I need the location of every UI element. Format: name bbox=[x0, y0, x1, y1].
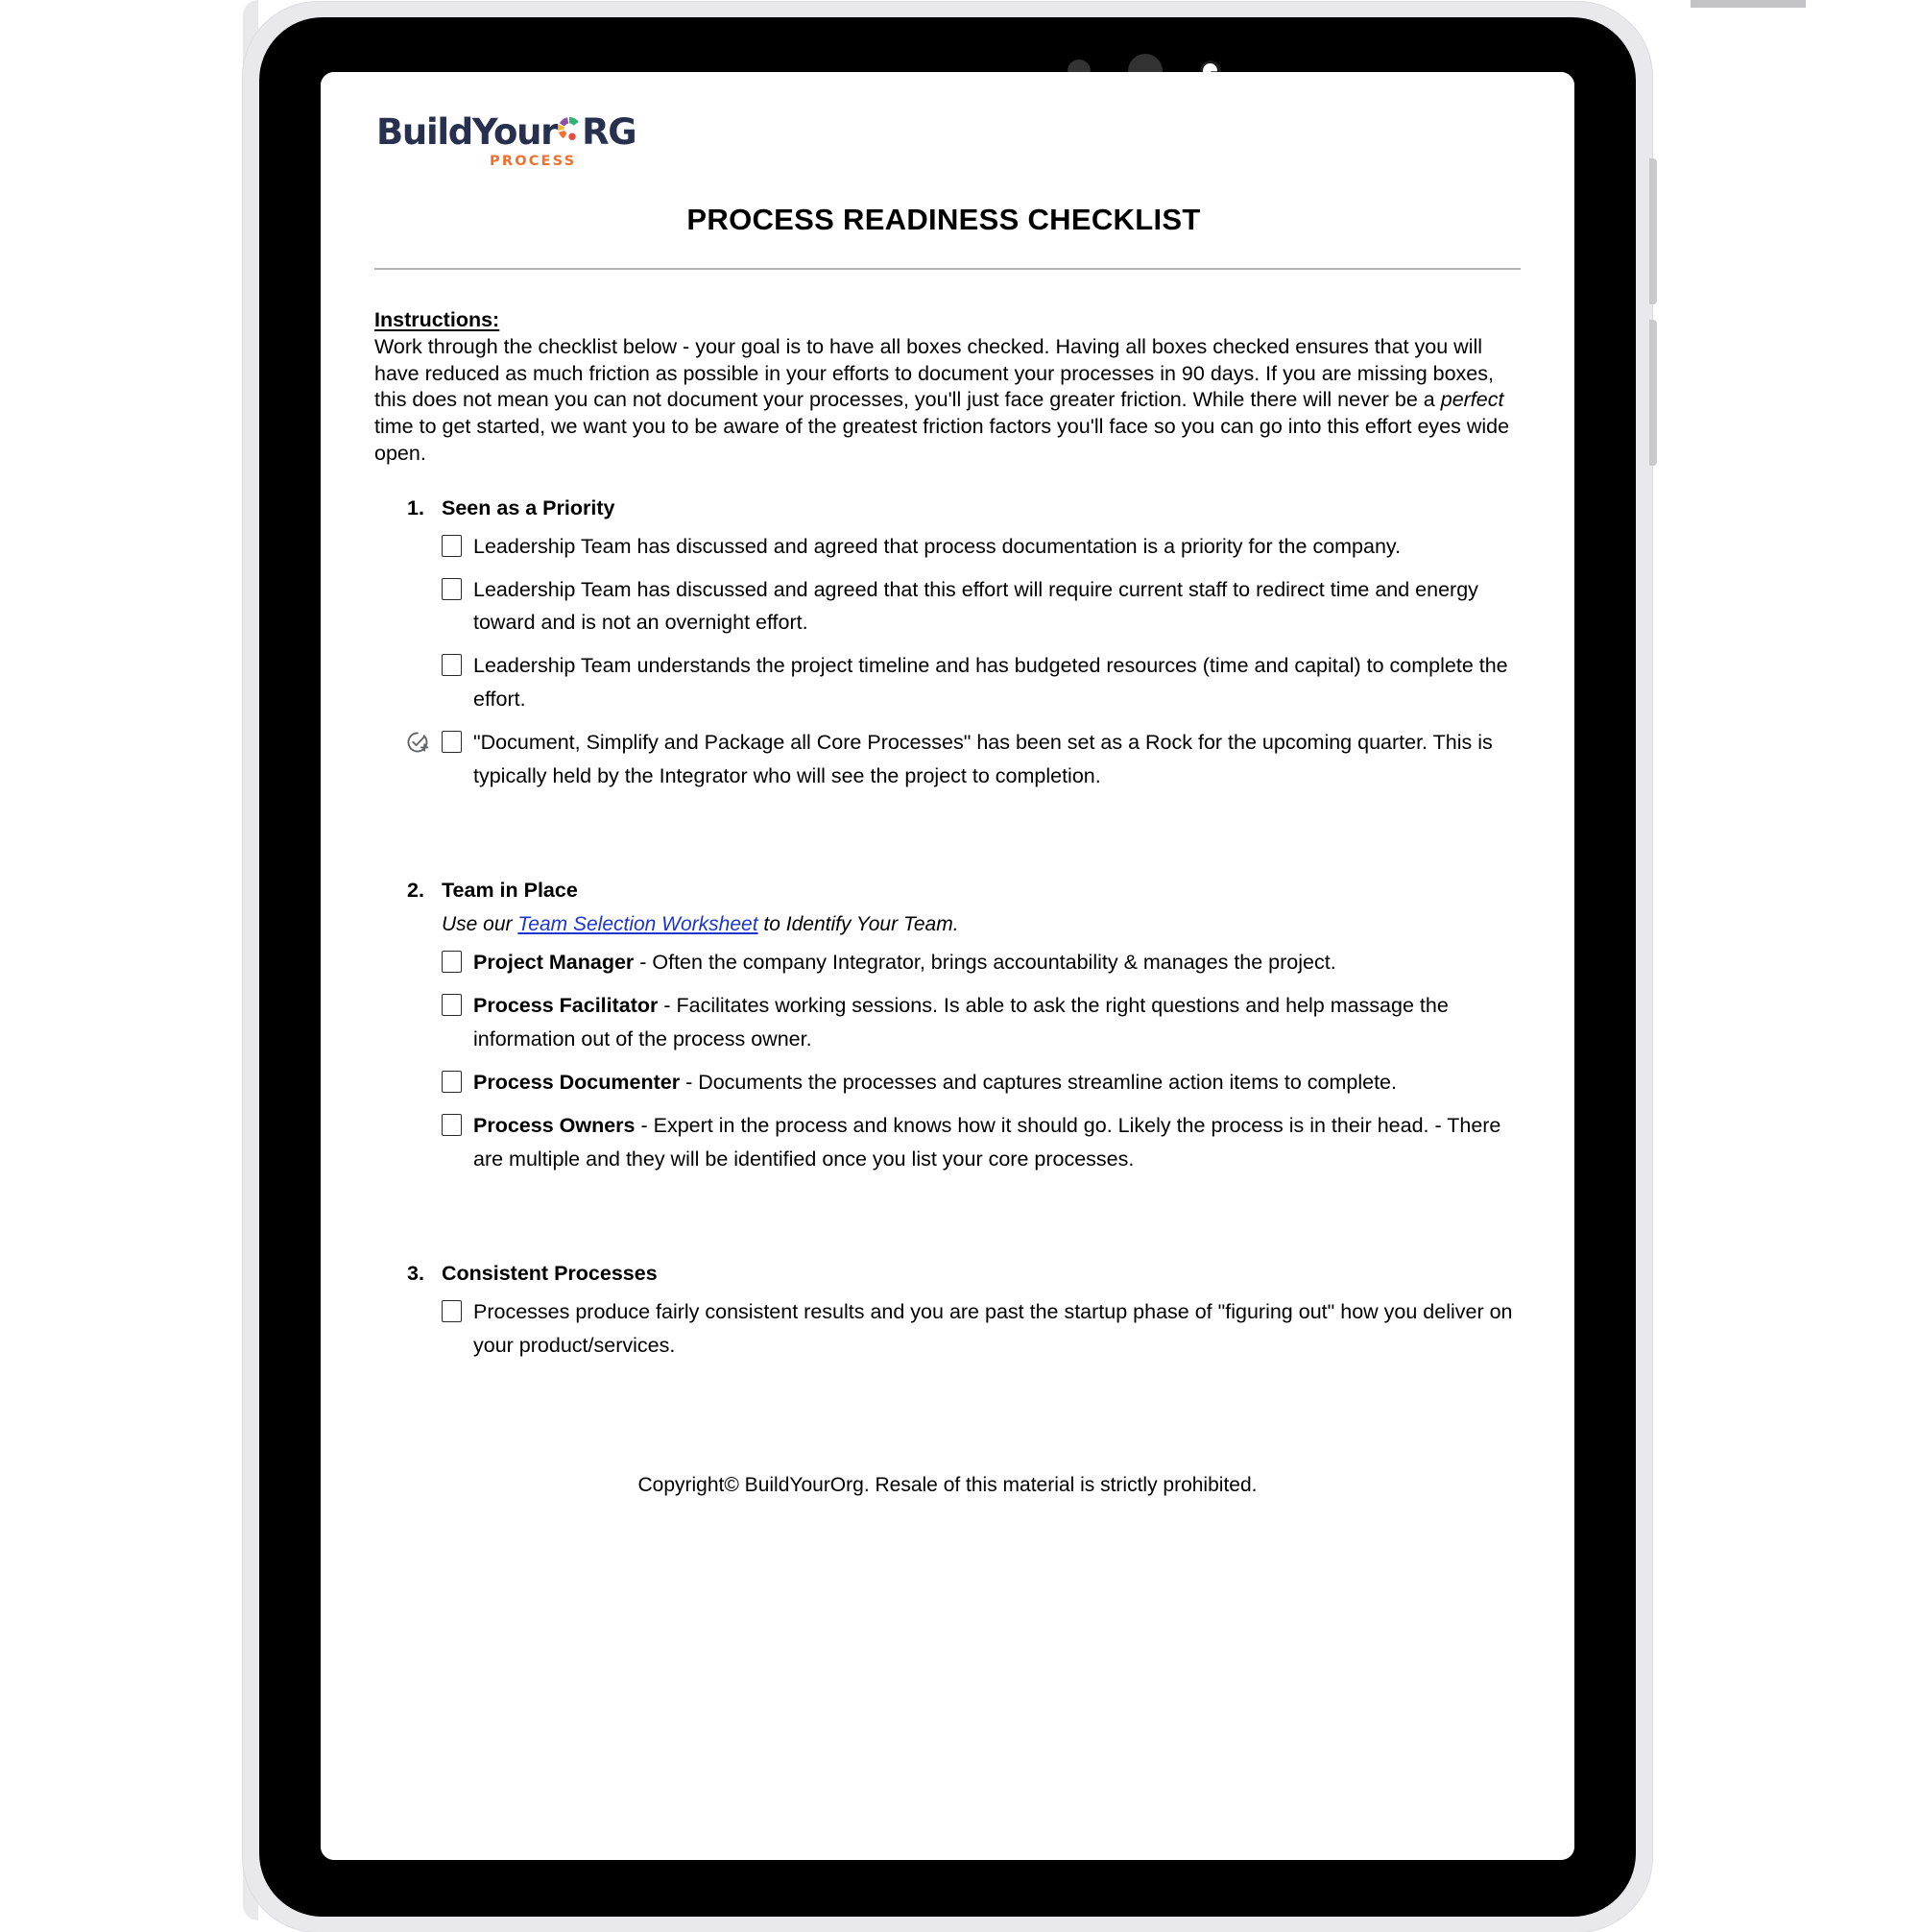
checkbox[interactable] bbox=[442, 731, 462, 753]
instructions-body-emphasis: perfect bbox=[1440, 388, 1504, 412]
checklist-item bbox=[442, 530, 1521, 564]
logo-ring-icon bbox=[555, 114, 584, 143]
power-button[interactable] bbox=[1691, 0, 1806, 8]
checklist-item-text bbox=[473, 530, 1521, 564]
instructions-body bbox=[374, 334, 1521, 468]
section-1 bbox=[374, 496, 1521, 520]
page-title: PROCESS READINESS CHECKLIST bbox=[686, 203, 1201, 236]
section-number: 3. bbox=[407, 1262, 424, 1286]
section-spacer bbox=[374, 1363, 1521, 1403]
instructions-body-part1: Work through the checklist below - your goal is to have all boxes checked. Having all boxes checked ensures that you will have reduced as much friction as possible in your efforts to document your processes in 90 days. If you are missing boxes, this does not mean you can not document your processes, you'll just face greater friction. While there will never be a bbox=[374, 335, 1494, 412]
checkbox[interactable] bbox=[442, 1114, 462, 1136]
team-selection-worksheet-link[interactable]: Team Selection Worksheet bbox=[517, 913, 758, 936]
copyright-footer: Copyright© BuildYourOrg. Resale of this material is strictly prohibited. bbox=[637, 1474, 1258, 1497]
checklist-item-description: - Facilitates working sessions. Is able to ask the right questions and help massage the information out of the process owner. bbox=[473, 994, 1449, 1051]
checklist-item bbox=[442, 1066, 1521, 1099]
checklist-item-role: Project Manager bbox=[473, 951, 635, 975]
section-3 bbox=[374, 1262, 1521, 1286]
checklist-item-text bbox=[473, 649, 1521, 716]
checklist-item-text bbox=[473, 989, 1521, 1056]
checkbox[interactable] bbox=[442, 1071, 462, 1093]
section-number: 1. bbox=[407, 495, 424, 519]
checklist-item-description: - Expert in the process and knows how it should go. Likely the process is in their head. - There are multiple and they will be identified once you list your core processes. bbox=[473, 1113, 1501, 1171]
checkbox[interactable] bbox=[442, 1300, 462, 1322]
checklist-item-text bbox=[473, 573, 1521, 640]
instructions-label: Instructions: bbox=[374, 308, 500, 331]
checklist-item bbox=[442, 649, 1521, 716]
checklist-item bbox=[442, 573, 1521, 640]
checklist-item-description: Processes produce fairly consistent results and you are past the startup phase of "figuring out" how you deliver on your product/services. bbox=[473, 1300, 1513, 1358]
checklist-item bbox=[442, 1109, 1521, 1176]
section-spacer bbox=[374, 792, 1521, 850]
add-task-icon[interactable] bbox=[405, 730, 430, 755]
checklist-item-role: Process Facilitator bbox=[473, 994, 659, 1018]
checklist-item-description: Leadership Team has discussed and agreed that this effort will require current staff to redirect time and energy toward and is not an overnight effort. bbox=[473, 577, 1478, 635]
checkbox[interactable] bbox=[442, 578, 462, 600]
title-divider bbox=[374, 268, 1521, 270]
logo-tagline: PROCESS bbox=[490, 154, 577, 169]
section-title: Team in Place bbox=[442, 879, 578, 903]
logo-wordmark-secondary: RG bbox=[582, 111, 636, 153]
section-title: Consistent Processes bbox=[442, 1262, 658, 1286]
volume-down-button[interactable] bbox=[1649, 320, 1657, 466]
checklist-items bbox=[442, 530, 1521, 793]
checklist-item bbox=[442, 726, 1521, 793]
section-subnote bbox=[442, 913, 1521, 936]
checkbox[interactable] bbox=[442, 951, 462, 973]
checklist-item-role: Process Owners bbox=[473, 1113, 636, 1137]
checklist-item-text bbox=[473, 726, 1521, 793]
checklist-item-description: - Documents the processes and captures streamline action items to complete. bbox=[680, 1070, 1397, 1094]
checklist-item-description: Leadership Team understands the project timeline and has budgeted resources (time and capital) to complete the effort. bbox=[473, 654, 1508, 711]
logo-wordmark-primary: BuildYour bbox=[376, 111, 558, 153]
checklist-item bbox=[442, 946, 1521, 979]
checklist-item bbox=[442, 1295, 1521, 1363]
item-leading-icon[interactable] bbox=[405, 730, 430, 755]
checklist-item-text bbox=[473, 1109, 1521, 1176]
checkbox[interactable] bbox=[442, 994, 462, 1016]
checklist-item-role: Process Documenter bbox=[473, 1070, 681, 1094]
checkbox[interactable] bbox=[442, 535, 462, 557]
section-title: Seen as a Priority bbox=[442, 495, 615, 519]
tablet-screen bbox=[321, 72, 1574, 1860]
subnote-text-after: to Identify Your Team. bbox=[757, 913, 959, 936]
section-number: 2. bbox=[407, 879, 424, 903]
checklist-item-description: "Document, Simplify and Package all Core Processes" has been set as a Rock for the upcoming quarter. This is typically held by the Integrator who will see the project to completion. bbox=[473, 730, 1493, 787]
checklist-item bbox=[442, 989, 1521, 1056]
checklist-item-description: - Often the company Integrator, brings accountability & manages the project. bbox=[634, 951, 1336, 975]
checklist-items bbox=[442, 946, 1521, 1175]
section-2 bbox=[374, 879, 1521, 903]
checkbox[interactable] bbox=[442, 654, 462, 676]
document-page bbox=[321, 72, 1574, 1860]
checklist-item-text bbox=[473, 946, 1521, 979]
volume-up-button[interactable] bbox=[1649, 158, 1657, 304]
checklist-item-text bbox=[473, 1066, 1521, 1099]
instructions-body-part2: time to get started, we want you to be aware of the greatest friction factors you'll face so you can go into this effort eyes wide open. bbox=[374, 415, 1510, 465]
checklist-sections bbox=[374, 496, 1521, 1403]
section-spacer bbox=[374, 1175, 1521, 1233]
subnote-text-before: Use our bbox=[442, 913, 518, 936]
checklist-items bbox=[442, 1295, 1521, 1363]
checklist-item-description: Leadership Team has discussed and agreed that process documentation is a priority for the company. bbox=[473, 534, 1402, 558]
brand-logo bbox=[376, 111, 1521, 181]
checklist-item-text bbox=[473, 1295, 1521, 1363]
